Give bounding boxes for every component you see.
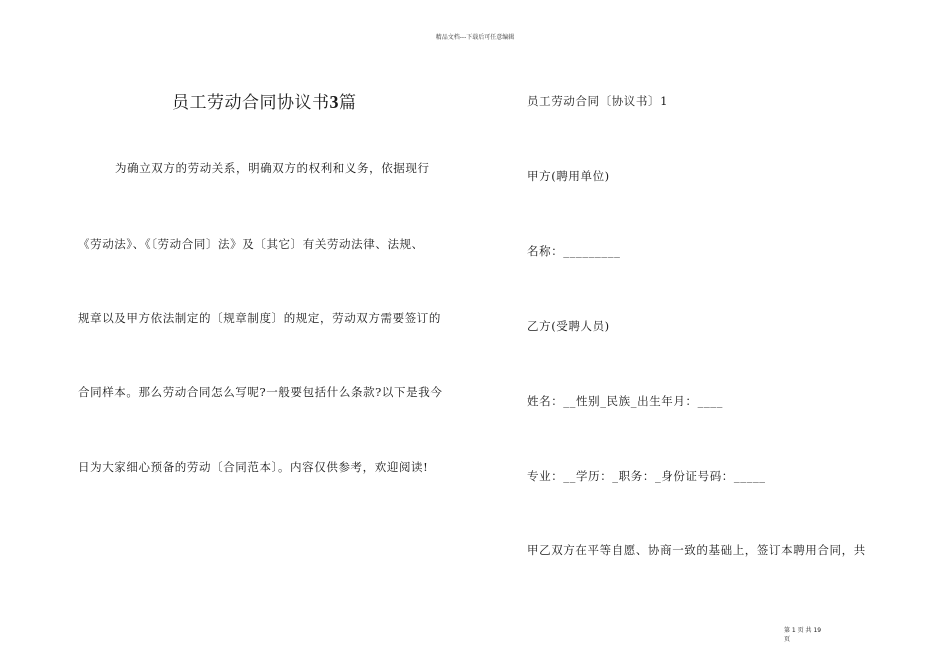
page-number (784, 626, 821, 644)
page-number-line-2: 页 (784, 636, 791, 643)
left-paragraph-line-5: 日为大家细心预备的劳动〔合同范本〕。内容仅供参考，欢迎阅读! (78, 460, 429, 474)
page-header: 精品文档---下载后可任意编辑 (435, 34, 515, 41)
left-paragraph-line-2: 《劳动法》、《〔劳动合同〕法》及〔其它〕有关劳动法律、法规、 (78, 237, 424, 251)
agreement-intro-line: 甲乙双方在平等自愿、协商一致的基础上，签订本聘用合同，共 (527, 543, 866, 557)
party-a-name-field: 名称：_________ (527, 244, 621, 258)
left-paragraph-line-1: 为确立双方的劳动关系，明确双方的权利和义务，依据现行 (115, 161, 430, 175)
party-b-personal-fields: 姓名：__性别_民族_出生年月：____ (527, 394, 723, 408)
left-paragraph-line-4: 合同样本。那么劳动合同怎么写呢?一般要包括什么条款?以下是我今 (78, 385, 443, 399)
title-main: 员工劳动合同协议书 (172, 93, 330, 113)
title-number: 3 (329, 92, 339, 112)
document-title (172, 88, 357, 113)
title-suffix: 篇 (339, 93, 357, 113)
page-number-line-1: 第 1 页 共 19 (784, 627, 822, 634)
party-b-label: 乙方(受聘人员) (527, 319, 610, 333)
party-b-profession-fields: 专业：__学历：_职务：_身份证号码：_____ (527, 469, 766, 483)
left-paragraph-line-3: 规章以及甲方依法制定的〔规章制度〕的规定，劳动双方需要签订的 (78, 311, 441, 325)
party-a-label: 甲方(聘用单位) (527, 169, 610, 183)
section-heading: 员工劳动合同〔协议书〕1 (527, 94, 669, 108)
